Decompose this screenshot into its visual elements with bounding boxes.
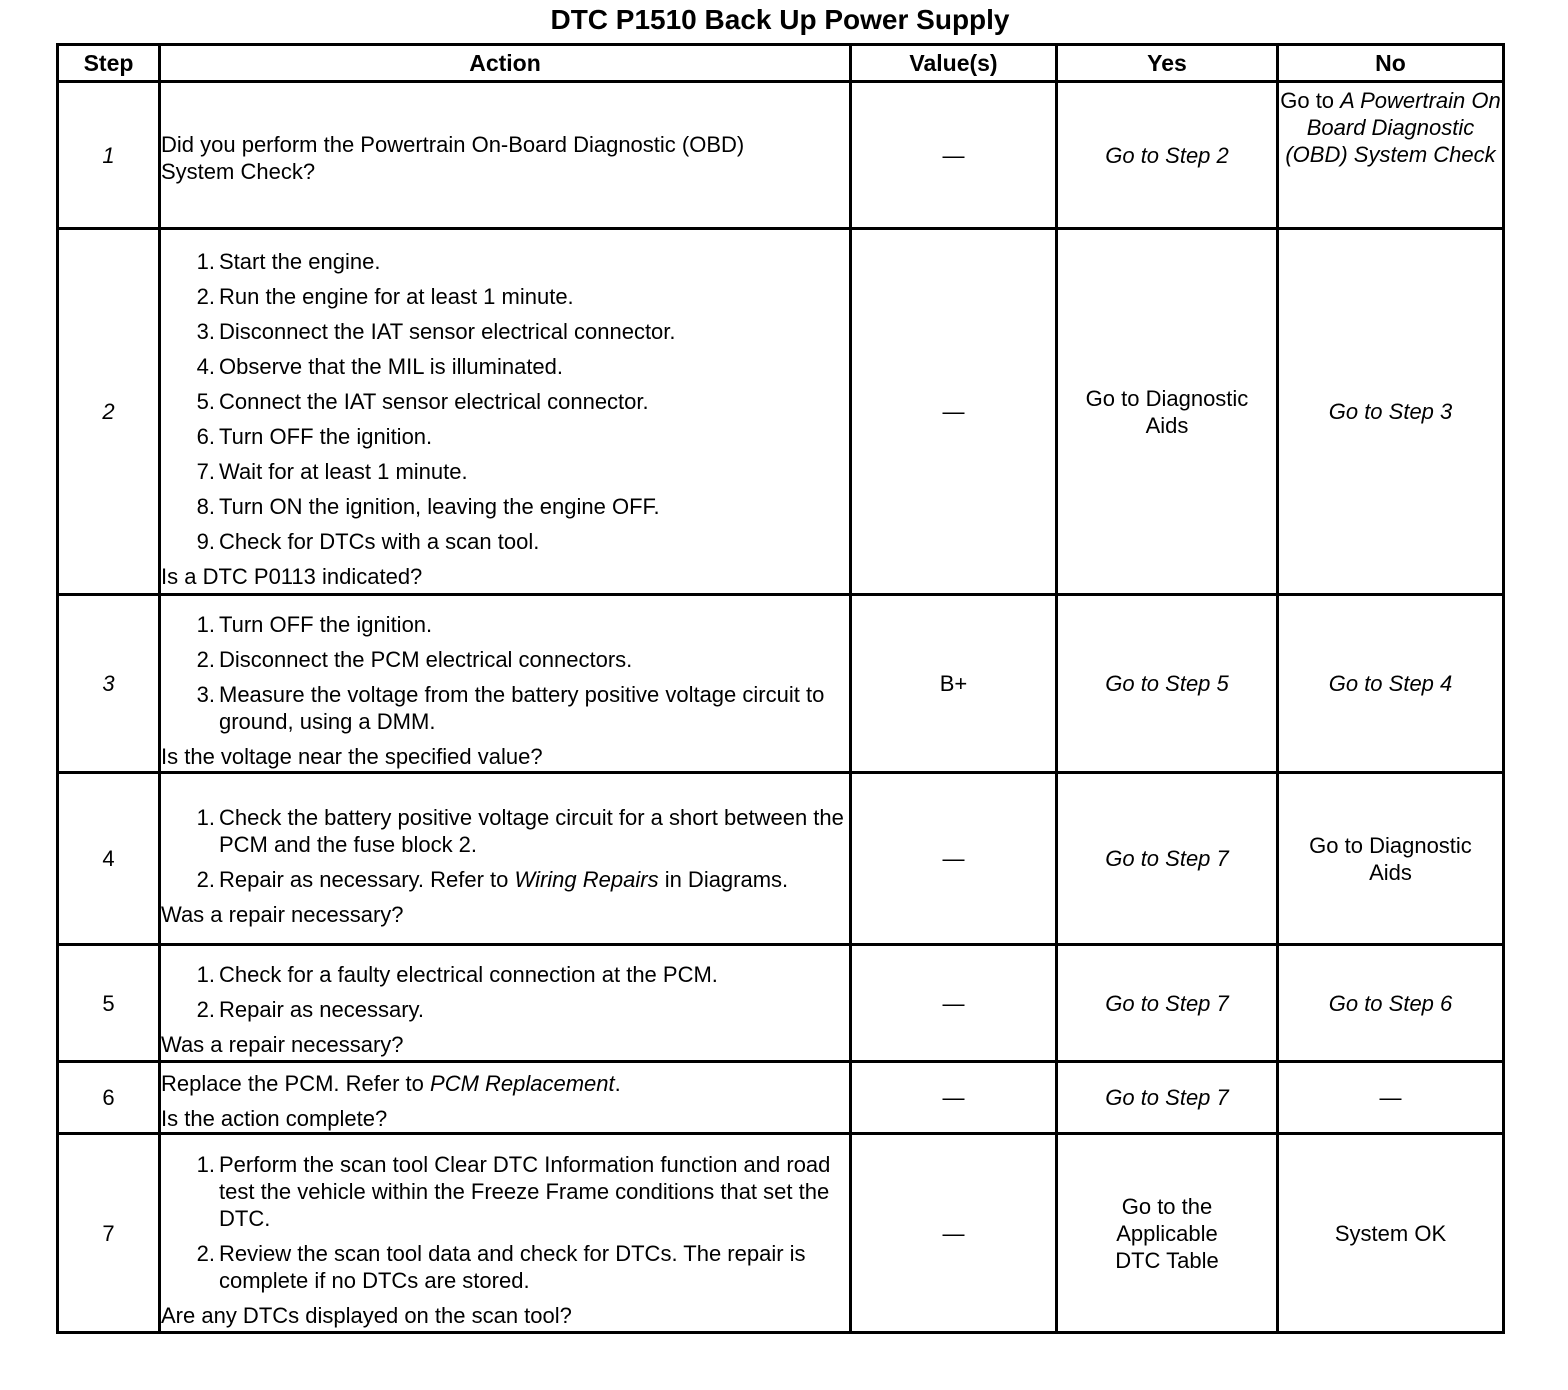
diagnostic-aids-link[interactable]: Go to Diagnostic Aids: [1057, 229, 1278, 595]
value-cell: —: [851, 773, 1057, 945]
table-row: [58, 773, 1504, 945]
action-cell: [160, 1134, 851, 1333]
action-question: Is the action complete?: [161, 1105, 388, 1131]
applicable-dtc-table-link[interactable]: Go to the Applicable DTC Table: [1057, 1134, 1278, 1333]
action-intro: Replace the PCM. Refer to PCM Replacement.: [161, 1070, 621, 1096]
header-no: No: [1278, 45, 1504, 82]
list-item: 3. Disconnect the IAT sensor electrical connector.: [196, 318, 676, 344]
list-item: 2. Run the engine for at least 1 minute.: [196, 283, 574, 309]
header-step: Step: [58, 45, 160, 82]
yes-cell: Go to Step 2: [1057, 82, 1278, 229]
value-cell: —: [851, 1134, 1057, 1333]
list-item: 7. Wait for at least 1 minute.: [196, 458, 468, 484]
yes-cell: Go to Step 5: [1057, 595, 1278, 773]
list-item: 1. Start the engine.: [196, 248, 381, 274]
diagnostic-aids-link[interactable]: Go to Diagnostic Aids: [1278, 773, 1504, 945]
list-item: 4. Observe that the MIL is illuminated.: [196, 353, 564, 379]
table-row: [58, 1134, 1504, 1333]
list-item: 3. Measure the voltage from the battery positive voltage circuit to ground, using a DMM.: [196, 682, 825, 734]
action-cell: [160, 773, 851, 945]
action-cell: [160, 595, 851, 773]
yes-cell: Go to Step 7: [1057, 945, 1278, 1062]
list-item: 8. Turn ON the ignition, leaving the engine OFF.: [196, 493, 660, 519]
action-question: Is the voltage near the specified value?: [161, 744, 543, 769]
action-question: Is a DTC P0113 indicated?: [161, 563, 423, 589]
list-item: 1. Check the battery positive voltage circuit for a short between the PCM and the fuse block 2.: [196, 804, 844, 857]
no-cell: Go to Step 4: [1278, 595, 1504, 773]
action-steps: [161, 611, 849, 735]
action-steps: [161, 804, 849, 893]
step-number: 3: [58, 595, 160, 773]
no-prefix: Go to: [1280, 88, 1341, 113]
action-cell: [160, 229, 851, 595]
action-steps: [161, 248, 849, 555]
list-item: 1. Turn OFF the ignition.: [196, 612, 433, 637]
list-item: 2. Review the scan tool data and check for DTCs. The repair is complete if no DTCs are stored.: [196, 1241, 806, 1293]
action-question: Are any DTCs displayed on the scan tool?: [161, 1303, 572, 1328]
list-item: 2. Repair as necessary. Refer to Wiring Repairs in Diagrams.: [196, 866, 789, 892]
action-steps: [161, 1151, 849, 1294]
list-item: 2. Disconnect the PCM electrical connectors.: [196, 647, 633, 672]
action-cell: [160, 1062, 851, 1134]
value-cell: —: [851, 1062, 1057, 1134]
list-item: 1. Perform the scan tool Clear DTC Information function and road test the vehicle within the Freeze Frame conditions that set the DTC.: [196, 1152, 831, 1231]
wiring-repairs-link[interactable]: Wiring Repairs: [514, 866, 659, 892]
list-item: 2. Repair as necessary.: [196, 996, 425, 1022]
step-number: 5: [58, 945, 160, 1062]
step-number: 7: [58, 1134, 160, 1333]
header-row: [58, 45, 1504, 82]
action-cell: [160, 945, 851, 1062]
action-steps: [161, 961, 849, 1023]
table-row: [58, 229, 1504, 595]
header-action: Action: [160, 45, 851, 82]
value-cell: —: [851, 229, 1057, 595]
yes-cell: Go to Step 7: [1057, 773, 1278, 945]
table-row: [58, 945, 1504, 1062]
value-cell: —: [851, 82, 1057, 229]
yes-cell: Go to Step 7: [1057, 1062, 1278, 1134]
no-cell: System OK: [1278, 1134, 1504, 1333]
diagnostic-table: [56, 43, 1505, 1334]
list-item: 1. Check for a faulty electrical connection at the PCM.: [196, 961, 718, 987]
action-question: Was a repair necessary?: [161, 901, 404, 927]
step-number: 1: [58, 82, 160, 229]
header-yes: Yes: [1057, 45, 1278, 82]
no-cell: —: [1278, 1062, 1504, 1134]
action-question: Was a repair necessary?: [161, 1031, 404, 1057]
table-row: [58, 82, 1504, 229]
table-row: [58, 1062, 1504, 1134]
list-item: 9. Check for DTCs with a scan tool.: [196, 528, 540, 554]
no-cell: Go to Step 6: [1278, 945, 1504, 1062]
no-cell: [1278, 82, 1504, 229]
table-row: [58, 595, 1504, 773]
obd-check-link[interactable]: A Powertrain On Board Diagnostic (OBD) System Check: [1285, 88, 1501, 167]
header-values: Value(s): [851, 45, 1057, 82]
step-number: 6: [58, 1062, 160, 1134]
pcm-replacement-link[interactable]: PCM Replacement: [430, 1070, 615, 1096]
action-question: Did you perform the Powertrain On-Board Diagnostic (OBD) System Check?: [161, 132, 745, 184]
list-item: 5. Connect the IAT sensor electrical connector.: [196, 388, 649, 414]
list-item: 6. Turn OFF the ignition.: [196, 423, 433, 449]
page-title: DTC P1510 Back Up Power Supply: [550, 4, 1010, 35]
action-cell: [160, 82, 851, 229]
step-number: 4: [58, 773, 160, 945]
no-cell: Go to Step 3: [1278, 229, 1504, 595]
value-cell: B+: [851, 595, 1057, 773]
step-number: 2: [58, 229, 160, 595]
value-cell: —: [851, 945, 1057, 1062]
